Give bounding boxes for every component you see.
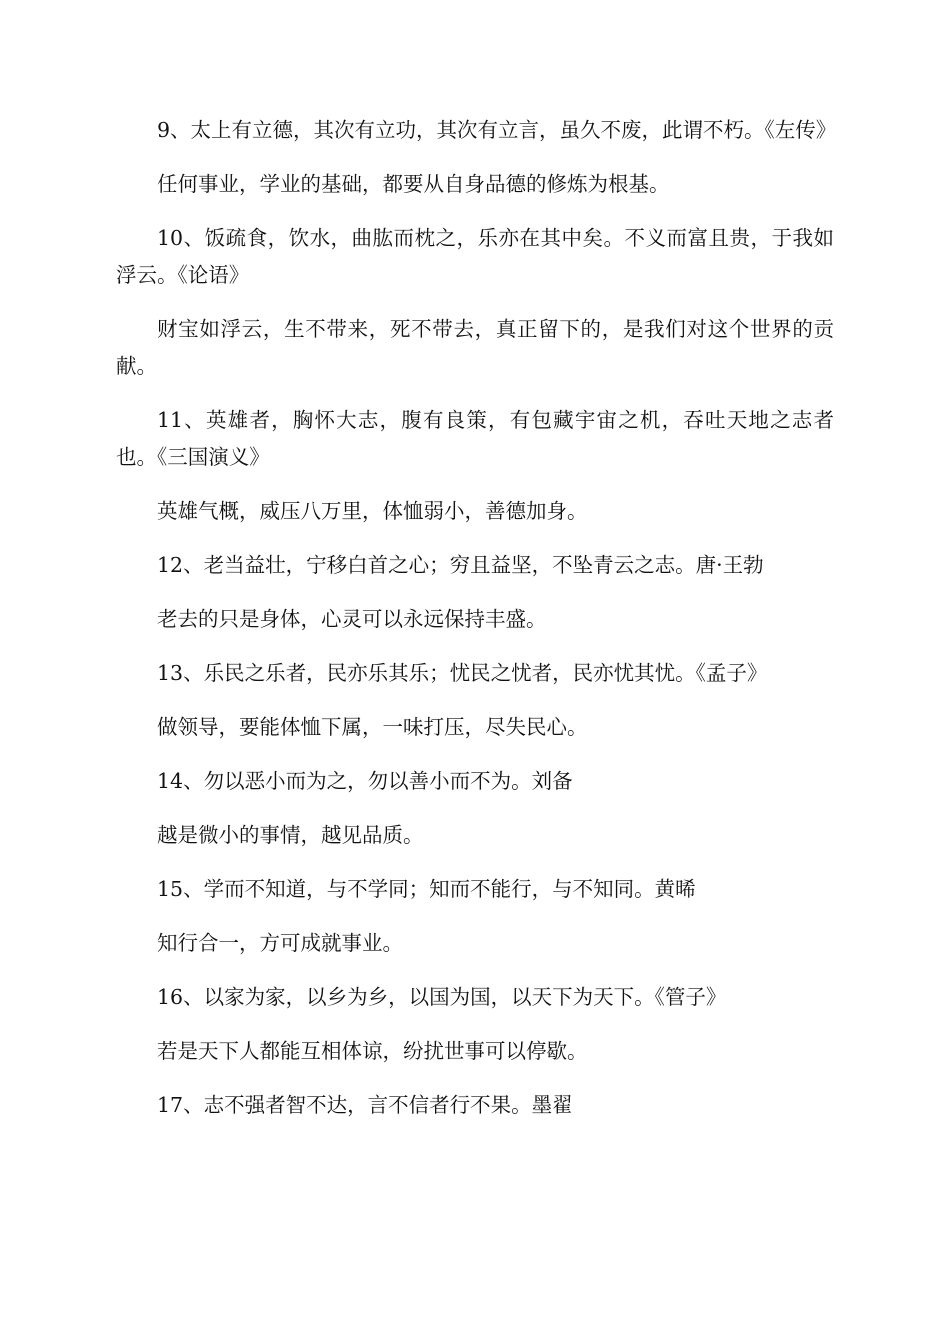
quote-11: 11、英雄者，胸怀大志，腹有良策，有包藏宇宙之机，吞吐天地之志者也。《三国演义》 <box>116 408 834 469</box>
quote-15: 15、学而不知道，与不学同；知而不能行，与不知同。黄晞 <box>157 877 696 901</box>
commentary-9: 任何事业，学业的基础，都要从自身品德的修炼为根基。 <box>157 172 670 196</box>
commentary-14: 越是微小的事情，越见品质。 <box>157 823 424 847</box>
quote-9: 9、太上有立德，其次有立功，其次有立言，虽久不废，此谓不朽。《左传》 <box>157 118 837 142</box>
quote-10: 10、饭疏食，饮水，曲肱而枕之，乐亦在其中矣。不义而富且贵，于我如浮云。《论语》 <box>116 226 834 287</box>
commentary-12: 老去的只是身体，心灵可以永远保持丰盛。 <box>157 607 547 631</box>
commentary-10: 财宝如浮云，生不带来，死不带去，真正留下的，是我们对这个世界的贡献。 <box>116 317 834 378</box>
commentary-16: 若是天下人都能互相体谅，纷扰世事可以停歇。 <box>157 1039 588 1063</box>
commentary-13: 做领导，要能体恤下属，一味打压，尽失民心。 <box>157 715 588 739</box>
quote-16: 16、以家为家，以乡为乡，以国为国，以天下为天下。《管子》 <box>157 985 727 1009</box>
quote-14: 14、勿以恶小而为之，勿以善小而不为。刘备 <box>157 769 573 793</box>
commentary-15: 知行合一，方可成就事业。 <box>157 931 403 955</box>
document-body <box>116 112 837 1124</box>
quote-12: 12、老当益壮，宁移白首之心；穷且益坚，不坠青云之志。唐·王勃 <box>157 553 764 577</box>
quote-13: 13、乐民之乐者，民亦乐其乐；忧民之忧者，民亦忧其忧。《孟子》 <box>157 661 768 685</box>
quote-17: 17、志不强者智不达，言不信者行不果。墨翟 <box>157 1093 573 1117</box>
commentary-11: 英雄气概，威压八万里，体恤弱小，善德加身。 <box>157 499 588 523</box>
